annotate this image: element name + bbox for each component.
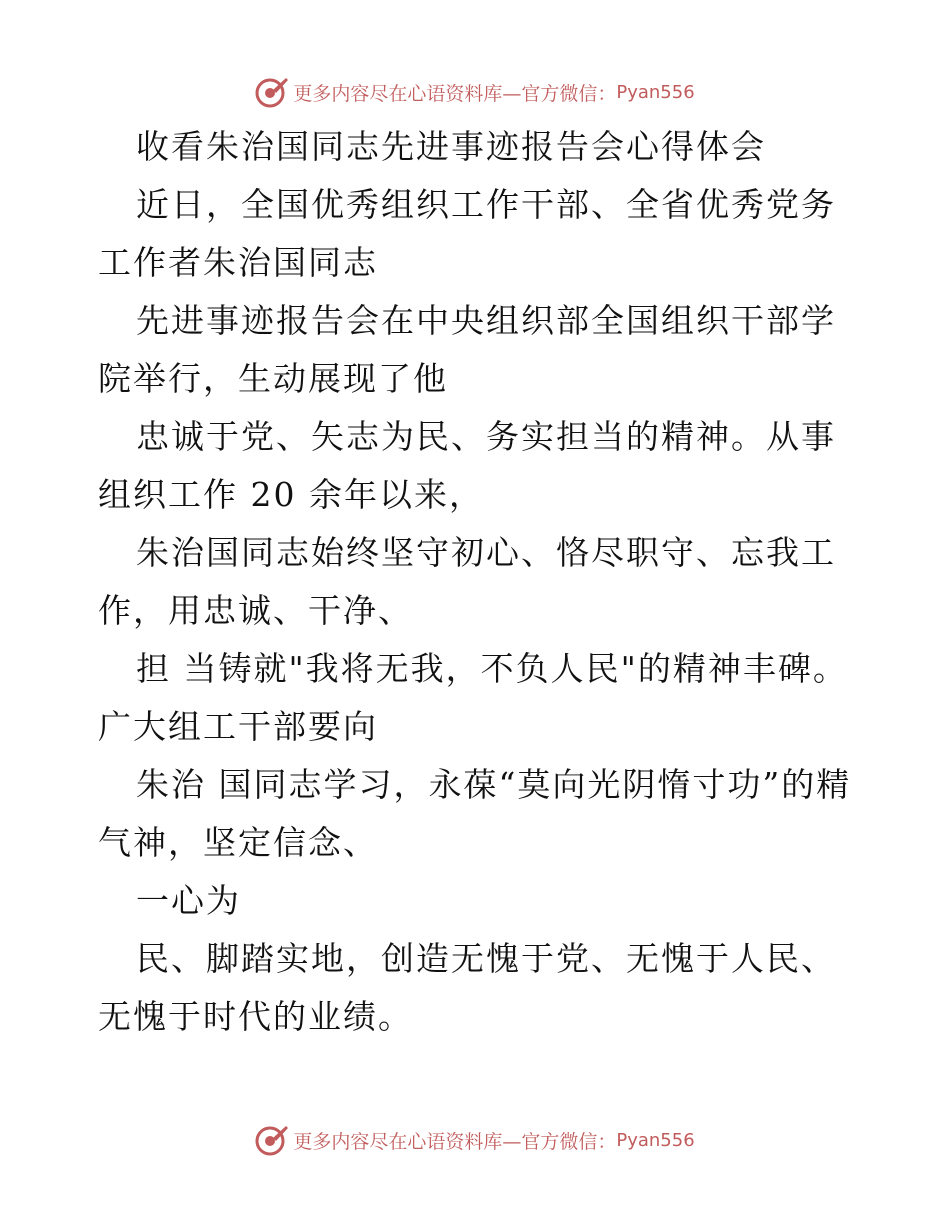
- pen-logo-icon: [255, 75, 289, 109]
- paragraph-4: 朱治国同志始终坚守初心、恪尽职守、忘我工作，用忠诚、干净、: [98, 533, 836, 630]
- paragraph-2: 先进事迹报告会在中央组织部全国组织干部学院举行，生动展现了他: [98, 301, 836, 398]
- header-banner: [0, 72, 950, 112]
- paragraph-1: 近日，全国优秀组织工作干部、全省优秀党务工作者朱治国同志: [98, 185, 836, 282]
- header-brand-text: 更多内容尽在心语资料库—官方微信：: [293, 82, 617, 105]
- pen-logo-icon: [255, 1123, 289, 1157]
- paragraph-3: 忠诚于党、矢志为民、务实担当的精神。从事组织工作 20 余年以来，: [98, 417, 836, 514]
- footer-wechat-id: Pyan556: [616, 1129, 695, 1151]
- document-title: 收看朱治国同志先进事迹报告会心得体会: [136, 127, 766, 166]
- header-wechat-id: Pyan556: [616, 81, 695, 103]
- paragraph-6: 朱治 国同志学习，永葆“莫向光阴惰寸功”的精气神，坚定信念、: [98, 765, 852, 862]
- paragraph-7: 一心为: [136, 881, 241, 920]
- footer-brand-text: 更多内容尽在心语资料库—官方微信：: [293, 1130, 617, 1153]
- paragraph-8: 民、脚踏实地，创造无愧于党、无愧于人民、无愧于时代的业绩。: [98, 939, 836, 1036]
- footer-banner: [0, 1120, 950, 1160]
- paragraph-5: 担 当铸就"我将无我，不负人民"的精神丰碑。广大组工干部要向: [98, 649, 848, 746]
- document-body: [98, 118, 858, 1046]
